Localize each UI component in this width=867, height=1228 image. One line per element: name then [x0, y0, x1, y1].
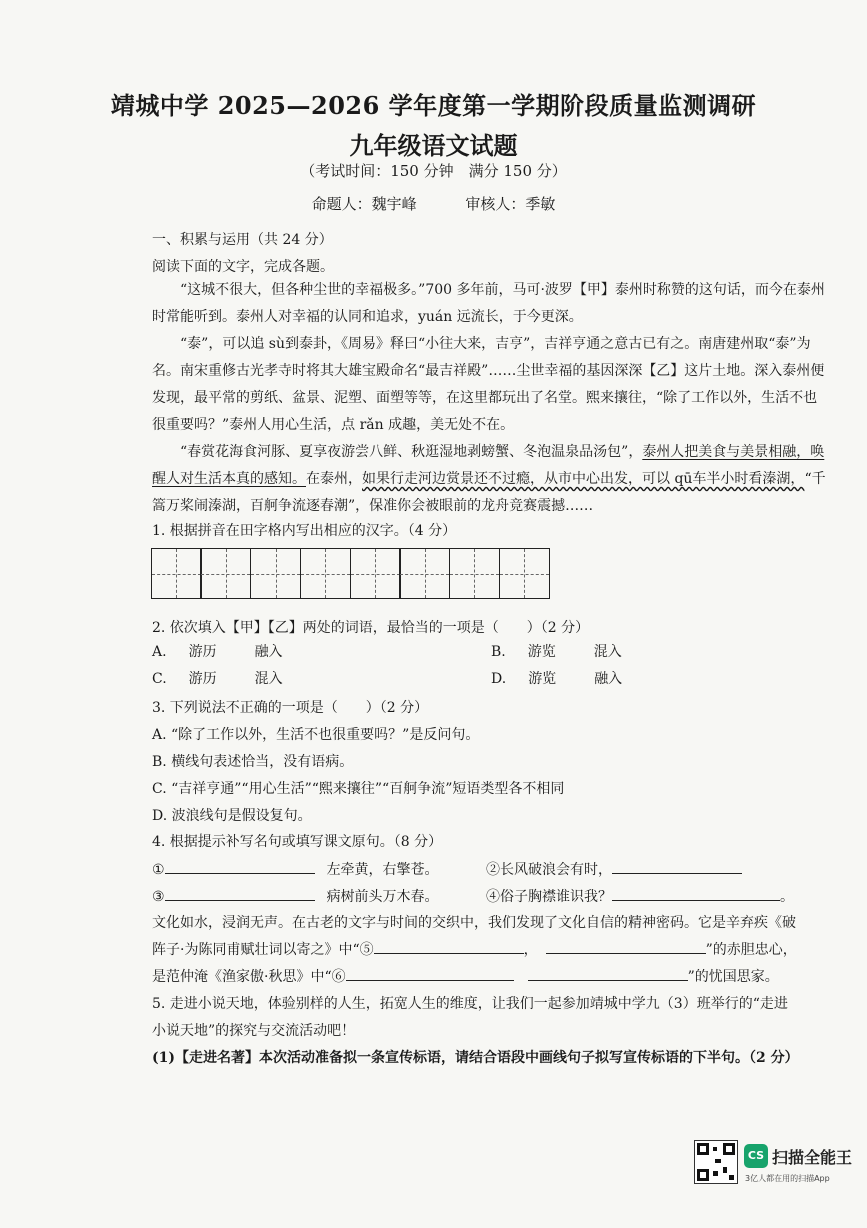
- camscanner-tagline: 3亿人都在用的扫描App: [745, 1174, 830, 1183]
- answer-blank-6a[interactable]: [346, 966, 514, 981]
- q3-option-d[interactable]: D. 波浪线句是假设复句。: [152, 808, 312, 824]
- passage-text: “千篙万桨闹溱湖，百舸争流逐春潮”，保准你会被眼前的龙舟竞赛震撼……: [152, 471, 826, 514]
- question-5-line-1: 5. 走进小说天地，体验别样的人生，拓宽人生的维度，让我们一起参加靖城中学九（3）班举行的“走进: [152, 996, 788, 1012]
- option-d[interactable]: D. 游览 融入: [491, 671, 623, 687]
- option-a[interactable]: A. 游历 融入: [152, 644, 283, 660]
- question-1: 1. 根据拼音在田字格内写出相应的汉字。（4 分）: [152, 523, 457, 539]
- passage-paragraph-3: [152, 439, 828, 520]
- q3-option-a[interactable]: A. “除了工作以外，生活不也很重要吗？”是反问句。: [152, 727, 480, 743]
- answer-blank[interactable]: [612, 859, 742, 874]
- answer-blank-5a[interactable]: [374, 939, 524, 954]
- passage-paragraph-1: “这城不很大，但各种尘世的幸福极多。”700 多年前，马可·波罗【甲】泰州时称赞的这句话，而今在泰州时常能听到。泰州人对幸福的认同和追求，yuán 远流长，于今更深。: [152, 282, 825, 325]
- exam-authors: [0, 193, 867, 214]
- option-b[interactable]: B. 游览 混入: [491, 644, 622, 660]
- answer-blank[interactable]: [165, 859, 315, 874]
- answer-blank[interactable]: [165, 886, 315, 901]
- grid-cell[interactable]: [200, 548, 251, 599]
- option-c[interactable]: C. 游历 混入: [152, 671, 283, 687]
- grid-cell[interactable]: [250, 548, 301, 599]
- grid-cell[interactable]: [300, 548, 351, 599]
- grid-cell[interactable]: [350, 548, 401, 599]
- tianzige-grid[interactable]: [152, 548, 550, 599]
- passage-text: 在泰州，: [306, 471, 362, 487]
- camscanner-logo-icon: CS: [744, 1144, 768, 1168]
- underlined-sentence: 泰州人把美食与美景相融，唤醒人对生活本真的感知。: [152, 444, 825, 487]
- q4-item-4: ④俗子胸襟谁识我？ 。: [486, 886, 794, 906]
- grid-cell[interactable]: [151, 548, 202, 599]
- question-5-line-2: 小说天地”的探究与交流活动吧！: [152, 1023, 356, 1039]
- reviewer: 审核人：季敏: [465, 195, 556, 213]
- grid-cell[interactable]: [399, 548, 450, 599]
- grid-cell[interactable]: [449, 548, 500, 599]
- wavy-underlined-sentence: 如果行走河边赏景还不过瘾，从市中心出发，可以 qū车半小时看溱湖，: [362, 471, 805, 487]
- passage-text: “春赏花海食河豚、夏享夜游尝八鲜、秋逛湿地剥螃蟹、冬泡温泉品汤包”，: [180, 444, 643, 460]
- section-heading: 一、积累与运用（共 24 分）: [152, 232, 333, 248]
- grid-cell[interactable]: [499, 548, 550, 599]
- question-3: 3. 下列说法不正确的一项是（ ）（2 分）: [152, 700, 429, 716]
- q3-option-c[interactable]: C. “吉祥亨通”“用心生活”“熙来攘往”“百舸争流”短语类型各不相同: [152, 781, 565, 797]
- exam-title: 靖城中学 2025—2026 学年度第一学期阶段质量监测调研: [110, 91, 757, 120]
- exam-info: （考试时间：150 分钟 满分 150 分）: [300, 162, 567, 180]
- q4-item-1: ① 左牵黄，右擎苍。: [152, 859, 439, 879]
- passage-paragraph-2: “泰”，可以追 sù到泰卦，《周易》释曰“小往大来，吉亨”，吉祥亨通之意古已有之。南唐建州取“泰”为名。南宋重修古光孝寺时将其大雄宝殿命名“最吉祥殿”……尘世幸福的基因深深【乙】这片土地。深入泰州便发现，最平常的剪纸、盆景、泥塑、面塑等等，在这里都玩出了名堂。熙来攘往，“除了工作以外，生活不也很重要吗？”泰州人用心生活，点 rǎn 成趣，美无处不在。: [152, 336, 825, 433]
- answer-blank[interactable]: [612, 886, 780, 901]
- question-2: 2. 依次填入【甲】【乙】两处的词语，最恰当的一项是（ ）（2 分）: [152, 620, 590, 636]
- qr-code-icon: [694, 1140, 738, 1184]
- answer-blank-5b[interactable]: [546, 939, 706, 954]
- q4-paragraph-line-3: 是范仲淹《渔家傲·秋思》中“⑥ ”的忧国思家。: [152, 966, 779, 986]
- q4-paragraph-line-2: 阵子·为陈同甫赋壮词以寄之》中“⑤ ， ”的赤胆忠心，: [152, 939, 797, 959]
- answer-blank-6b[interactable]: [528, 966, 688, 981]
- camscanner-app-name: 扫描全能王: [772, 1148, 853, 1167]
- exam-subtitle: 九年级语文试题: [349, 131, 518, 160]
- setter: 命题人：魏宇峰: [311, 195, 417, 213]
- section-intro: 阅读下面的文字，完成各题。: [152, 259, 334, 275]
- q4-item-3: ③ 病树前头万木春。: [152, 886, 439, 906]
- q3-option-b[interactable]: B. 横线句表述恰当，没有语病。: [152, 754, 354, 770]
- question-5-1: (1)【走进名著】本次活动准备拟一条宣传标语，请结合语段中画线句子拟写宣传标语的下半句。（2 分）: [152, 1050, 799, 1066]
- q4-item-2: ②长风破浪会有时，: [486, 859, 742, 879]
- question-4: 4. 根据提示补写名句或填写课文原句。（8 分）: [152, 834, 443, 850]
- q4-paragraph-line-1: 文化如水，浸润无声。在古老的文字与时间的交织中，我们发现了文化自信的精神密码。它是辛弃疾《破: [152, 915, 796, 931]
